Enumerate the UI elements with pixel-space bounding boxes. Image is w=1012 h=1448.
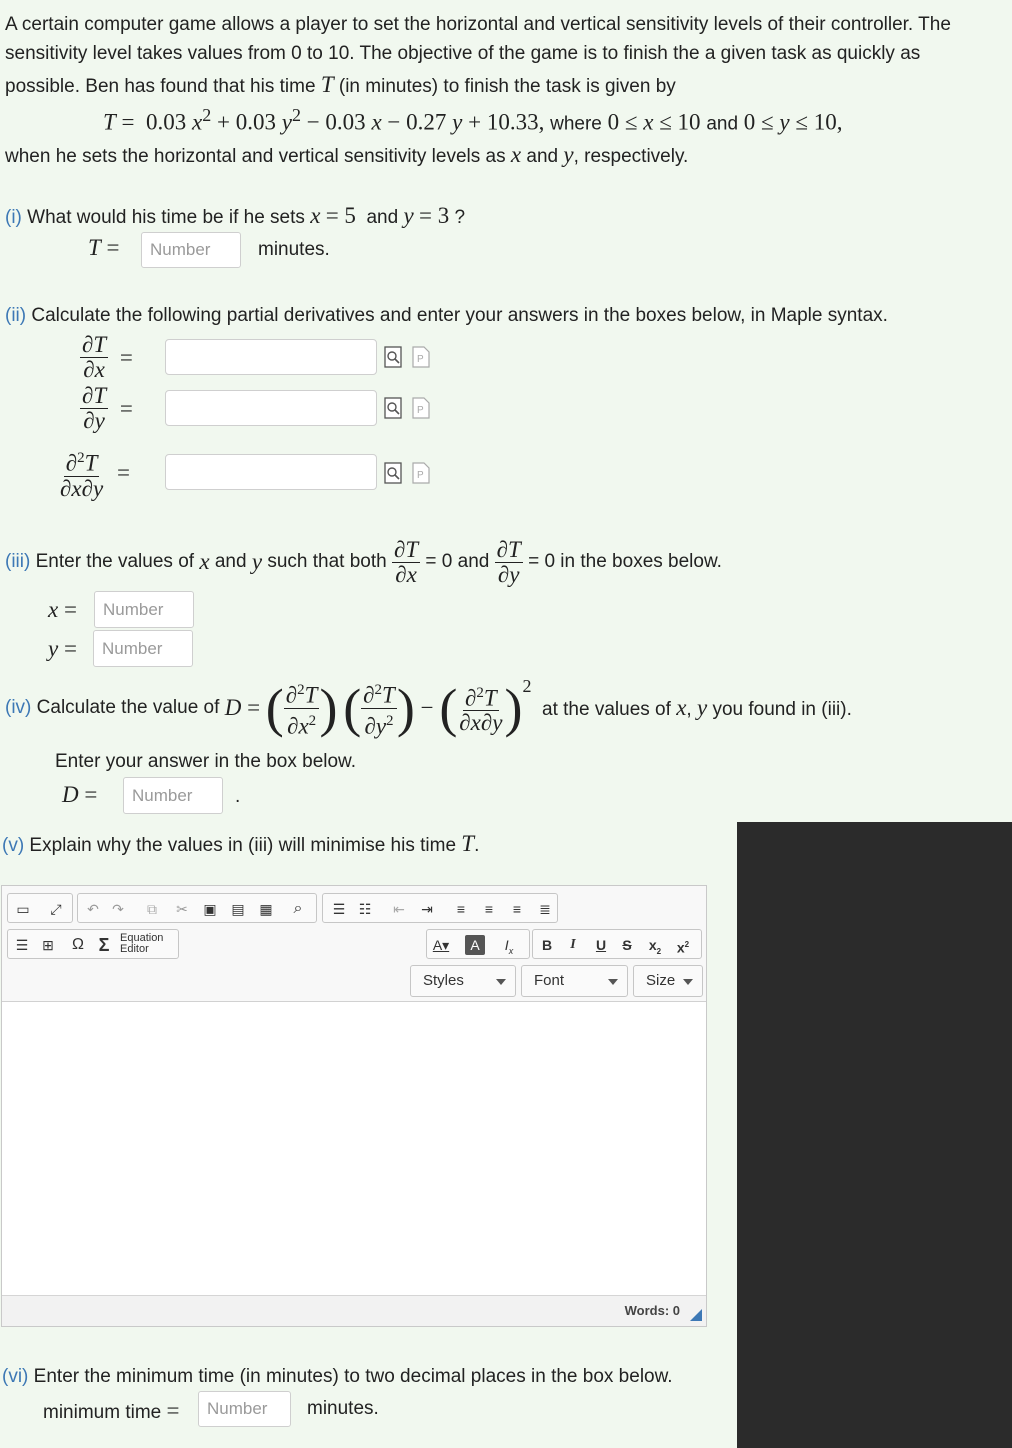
rich-text-editor: [1, 885, 707, 1327]
resize-handle-icon[interactable]: [690, 1309, 702, 1321]
styles-dropdown[interactable]: Styles: [410, 965, 516, 997]
minimum-time-label: minimum time =: [43, 1398, 180, 1423]
dT-dx-label: $\frac{\partial T}{\partial x}$ =: [82, 332, 133, 382]
question-iv-text-a: Calculate the value of: [36, 697, 220, 718]
d2T-dxdy-input[interactable]: [165, 454, 377, 490]
d-equals-label: D =: [62, 782, 98, 807]
editor-footer: [2, 1295, 706, 1326]
strikethrough-icon[interactable]: S: [622, 937, 632, 953]
y-value-input[interactable]: [93, 630, 193, 667]
decrease-indent-icon[interactable]: ⇤: [393, 901, 405, 917]
editor-toolbar: [2, 886, 706, 1002]
editor-content-area[interactable]: [2, 1002, 706, 1296]
d-formula: D = ( $\frac{\partial^2T}{\partial x^2}$ ) ( $\frac{\partial^2T}{\partial y^2}$ ) − ( $\frac{\partial^2T}{\partial x\partial y}$ ) $^2$: [224, 675, 532, 739]
dark-side-panel: [737, 822, 1012, 1448]
question-iii-text-c: such that both: [267, 551, 387, 572]
intro-line-5: when he sets the horizontal and vertical sensitivity levels as x and y, respectively.: [5, 142, 689, 167]
chevron-down-icon: [608, 979, 618, 985]
question-iv: [5, 666, 852, 750]
table-icon[interactable]: ⊞: [42, 937, 54, 953]
dT-dy-input[interactable]: [165, 390, 377, 426]
chevron-down-icon: [683, 979, 693, 985]
superscript-icon[interactable]: $x^2$: [676, 939, 690, 956]
text-color-icon[interactable]: A▾: [432, 937, 450, 953]
undo-icon[interactable]: ↶: [87, 901, 99, 917]
question-iii-text-d: = 0 and: [425, 551, 490, 572]
maple-syntax-icon[interactable]: [412, 346, 430, 368]
toolbar-group-basic-styles: [532, 929, 702, 959]
cut-icon[interactable]: ✂: [176, 901, 188, 917]
chevron-down-icon: [496, 979, 506, 985]
part-label-ii: (ii): [5, 305, 27, 326]
svg-text:P: P: [417, 354, 424, 365]
intro-line-3: possible. Ben has found that his time T (in minutes) to finish the task is given by: [5, 72, 676, 97]
bold-icon[interactable]: B: [541, 937, 553, 953]
question-vi-text: Enter the minimum time (in minutes) to two decimal places in the box below.: [33, 1366, 673, 1387]
bulleted-list-icon[interactable]: ☷: [358, 901, 372, 917]
preview-icon[interactable]: [384, 462, 402, 484]
part-label-i: (i): [5, 207, 22, 228]
question-ii: [5, 305, 888, 327]
dT-dx-input[interactable]: [165, 339, 377, 375]
question-iii-text-a: Enter the values of: [35, 551, 195, 572]
equation-editor-icon[interactable]: Σ: [98, 935, 110, 955]
align-left-icon[interactable]: ≡: [456, 901, 466, 917]
question-iii-text-b: and: [214, 551, 247, 572]
increase-indent-icon[interactable]: ⇥: [421, 901, 433, 917]
size-dropdown[interactable]: Size: [633, 965, 703, 997]
subscript-icon[interactable]: $x_2$: [648, 937, 662, 956]
svg-text:P: P: [417, 405, 424, 416]
toolbar-group-paragraph: [322, 893, 558, 923]
question-v: (v) Explain why the values in (iii) will minimise his time T.: [2, 831, 480, 856]
paste-icon[interactable]: ▣: [203, 901, 217, 917]
remove-format-icon[interactable]: $I_x$: [504, 937, 514, 956]
d2T-dxdy-label: $\frac{\partial^2T}{\partial x\partial y}$ =: [58, 446, 130, 501]
toolbar-group-view: [7, 893, 73, 923]
part-label-iii: (iii): [5, 551, 31, 572]
dT-dy-label: $\frac{\partial T}{\partial y}$ =: [82, 383, 133, 433]
align-right-icon[interactable]: ≡: [512, 901, 522, 917]
period: .: [235, 786, 241, 807]
special-character-icon[interactable]: Ω: [72, 936, 84, 953]
intro-line-2: sensitivity level takes values from 0 to 10. The objective of the game is to finish the a given task as quickly as: [5, 43, 921, 64]
time-formula: T = 0.03 $x^2 + 0.03$ $y^2 - 0.03$ x − 0.27 y + 10.33, where 0 ≤ x ≤ 10 and 0 ≤ y ≤ 10,: [103, 105, 843, 135]
svg-text:P: P: [417, 470, 424, 481]
source-icon[interactable]: ▭: [16, 901, 30, 917]
y-equals-label: y =: [48, 636, 77, 661]
minimum-time-input[interactable]: [198, 1391, 291, 1427]
time-answer-input[interactable]: [141, 232, 241, 268]
part-label-iv: (iv): [5, 697, 32, 718]
intro-line-1: A certain computer game allows a player to set the horizontal and vertical sensitivity levels of their controller. The: [5, 14, 951, 35]
maple-syntax-icon[interactable]: [412, 397, 430, 419]
part-label-v: (v): [2, 835, 25, 856]
maple-syntax-icon[interactable]: [412, 462, 430, 484]
underline-icon[interactable]: U: [595, 937, 607, 953]
t-equals-label: T =: [88, 235, 120, 260]
x-value-input[interactable]: [94, 591, 194, 628]
preview-icon[interactable]: [384, 397, 402, 419]
align-center-icon[interactable]: ≡: [484, 901, 494, 917]
question-iv-enter: Enter your answer in the box below.: [55, 751, 357, 772]
find-icon[interactable]: ⌕: [293, 900, 303, 917]
copy-format-icon[interactable]: ⧉: [147, 901, 157, 917]
minutes-label-i: minutes.: [258, 239, 330, 260]
question-vi: [2, 1366, 673, 1388]
justify-icon[interactable]: ≣: [539, 901, 551, 917]
word-count: Words: 0: [624, 1303, 680, 1318]
paste-text-icon[interactable]: ▤: [231, 901, 245, 917]
question-iv-text-b: at the values of x, y you found in (iii).: [542, 695, 852, 720]
italic-icon[interactable]: I: [570, 937, 576, 952]
question-iii: (iii) Enter the values of x and y such that both $\frac{\partial T}{\partial x}$ = 0 and $\frac{\partial T}{\partial y}$ = 0 in the boxes below.: [5, 536, 722, 587]
horizontal-rule-icon[interactable]: ☰: [15, 937, 29, 953]
font-dropdown[interactable]: Font: [521, 965, 628, 997]
part-label-vi: (vi): [2, 1366, 29, 1387]
preview-icon[interactable]: [384, 346, 402, 368]
minutes-label-vi: minutes.: [307, 1398, 379, 1419]
redo-icon[interactable]: ↷: [112, 901, 124, 917]
question-i: (i) What would his time be if he sets x = 5 and y = 3 ?: [5, 203, 466, 228]
paste-word-icon[interactable]: ▦: [259, 901, 273, 917]
toolbar-group-colors: [426, 929, 530, 959]
equation-editor-label[interactable]: Equation Editor: [120, 932, 164, 955]
question-ii-text: Calculate the following partial derivatives and enter your answers in the boxes below, in Maple syntax.: [31, 305, 888, 326]
numbered-list-icon[interactable]: ☰: [332, 901, 346, 917]
question-iii-text-e: = 0 in the boxes below.: [528, 551, 722, 572]
toolbar-group-insert: [7, 929, 179, 959]
background-color-icon[interactable]: A: [465, 935, 485, 955]
x-equals-label: x =: [48, 597, 77, 622]
toolbar-group-edit: [77, 893, 317, 923]
maximize-icon[interactable]: ⤢: [50, 901, 62, 917]
d-value-input[interactable]: [123, 777, 223, 814]
